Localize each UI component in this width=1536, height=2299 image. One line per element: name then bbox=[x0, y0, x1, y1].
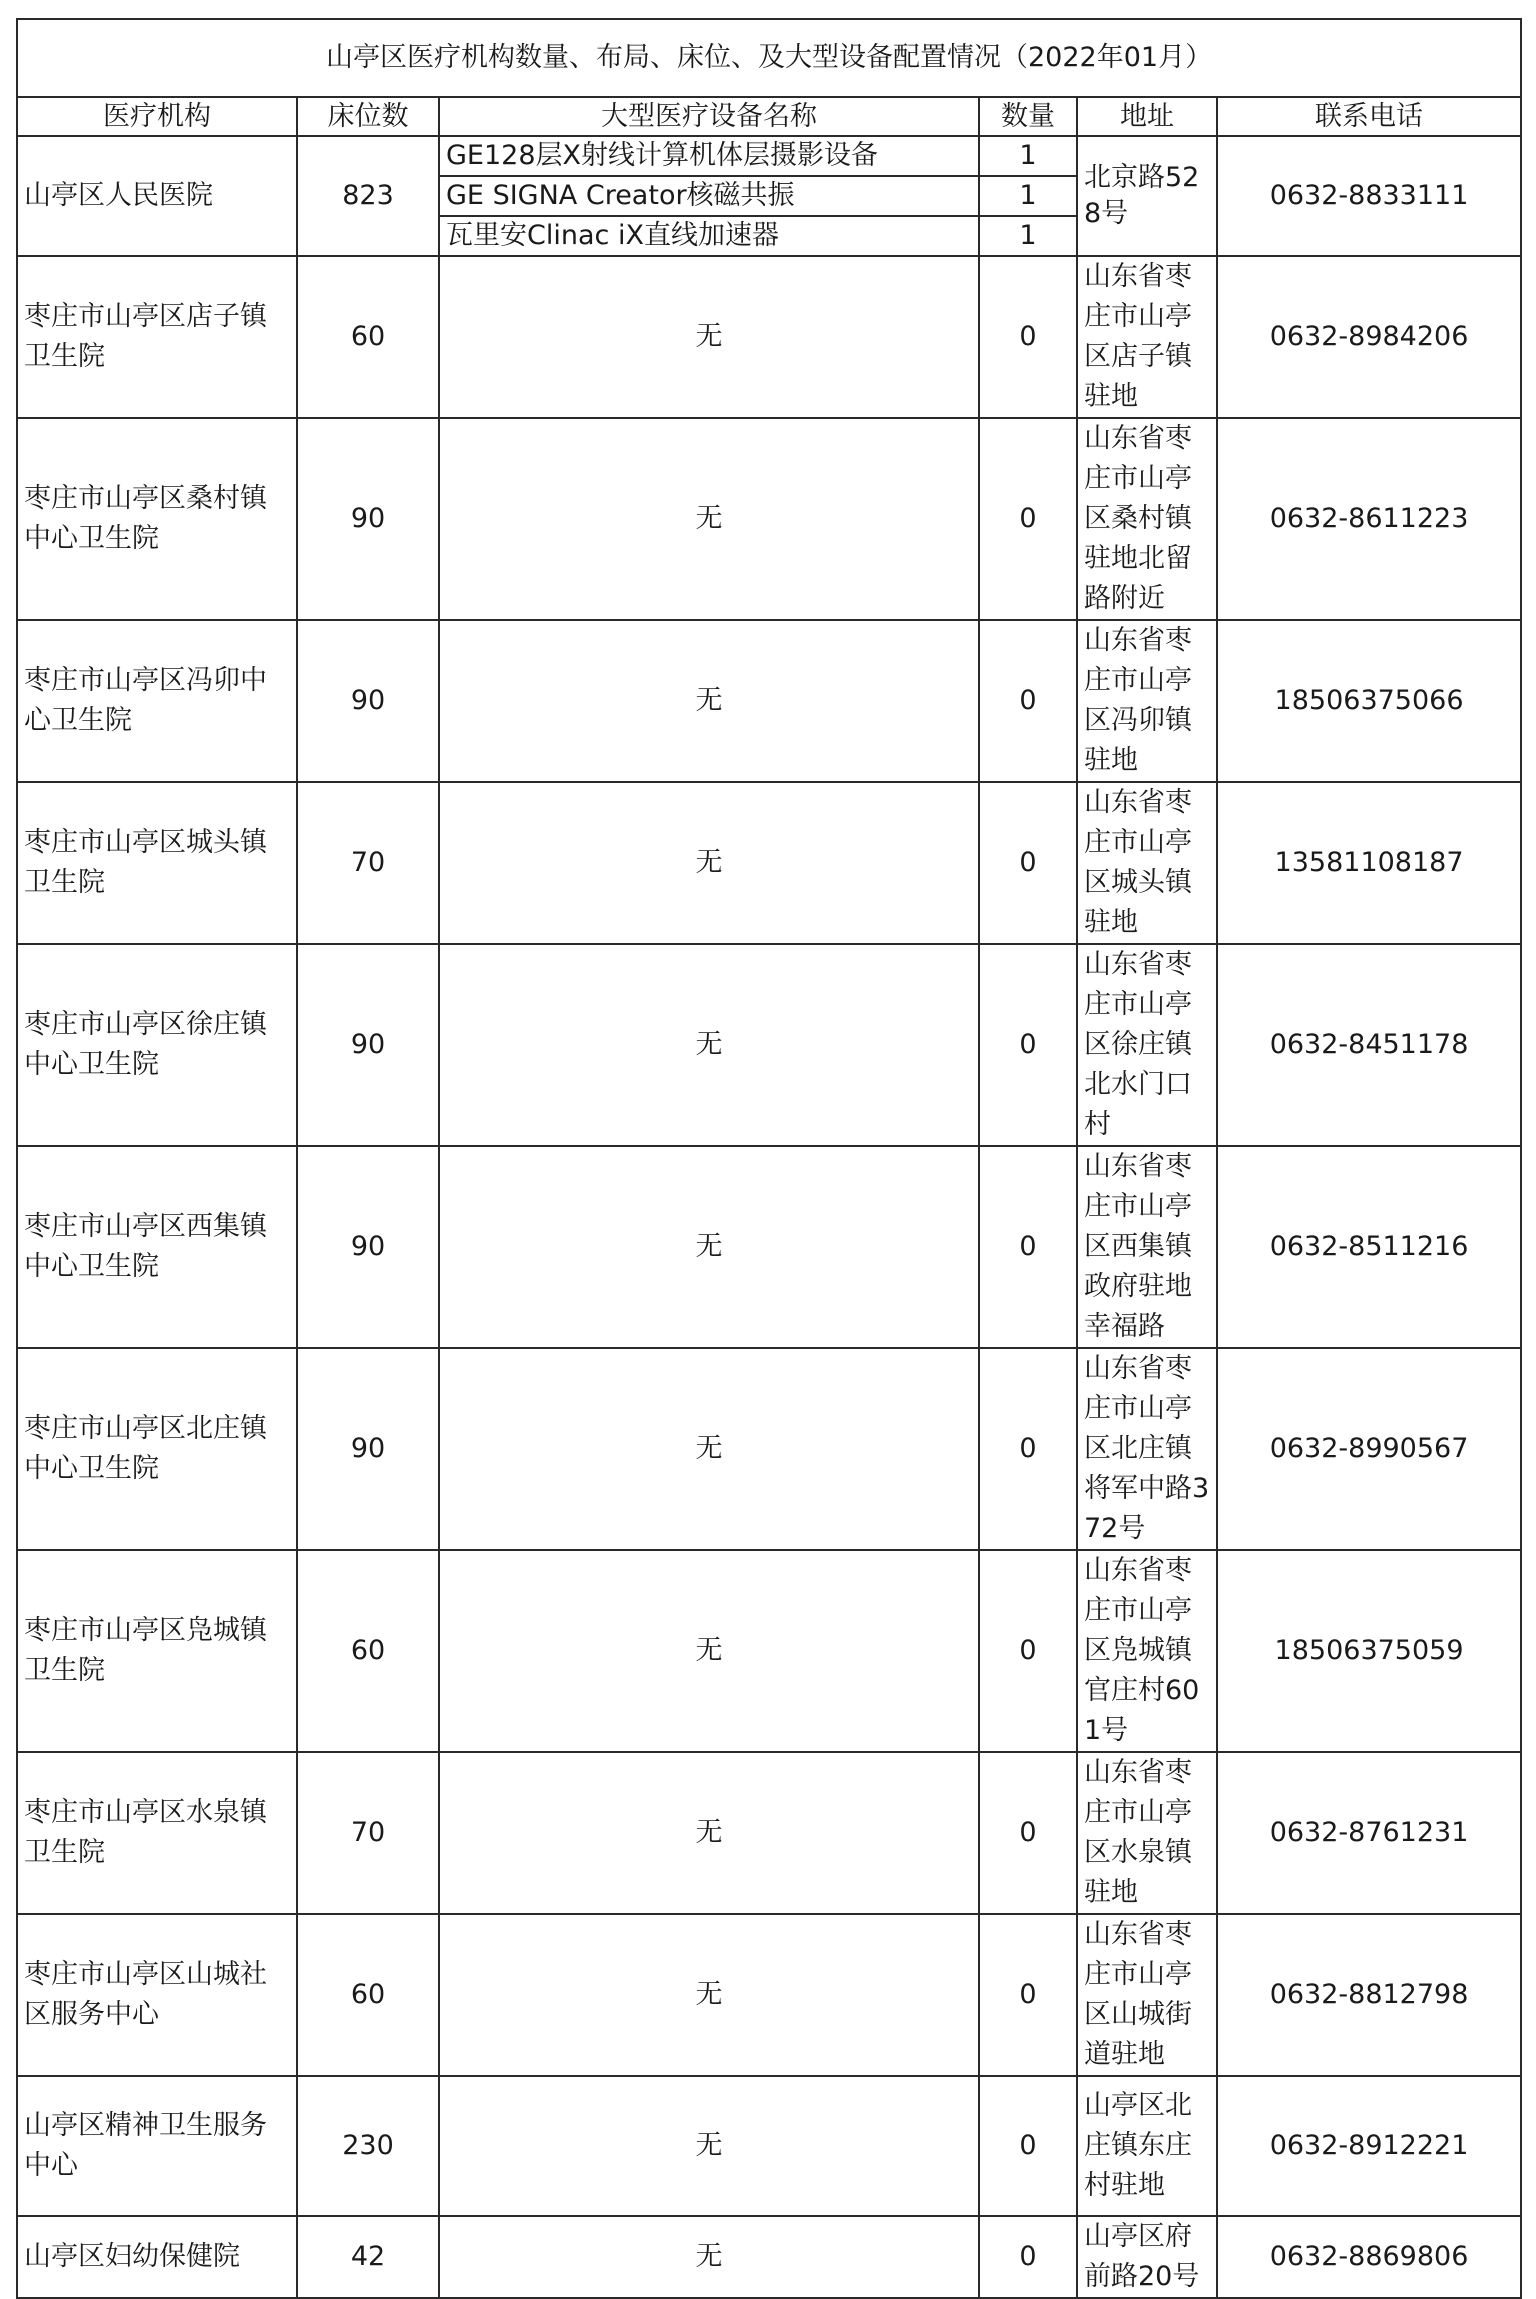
phone-number: 0632-8984206 bbox=[1217, 256, 1521, 418]
address: 山东省枣庄市山亭区冯卯镇驻地 bbox=[1077, 620, 1217, 782]
equipment-quantity: 0 bbox=[979, 620, 1077, 782]
phone-number: 0632-8990567 bbox=[1217, 1348, 1521, 1550]
equipment-quantity: 0 bbox=[979, 1146, 1077, 1348]
equipment-name: 无 bbox=[439, 1550, 979, 1752]
institution-name: 枣庄市山亭区徐庄镇中心卫生院 bbox=[17, 944, 297, 1146]
equipment-name: 瓦里安Clinac iX直线加速器 bbox=[439, 216, 979, 256]
address: 山东省枣庄市山亭区桑村镇驻地北留路附近 bbox=[1077, 418, 1217, 620]
equipment-name: GE128层X射线计算机体层摄影设备 bbox=[439, 136, 979, 176]
institution-name: 枣庄市山亭区北庄镇中心卫生院 bbox=[17, 1348, 297, 1550]
equipment-quantity: 0 bbox=[979, 1914, 1077, 2076]
table-row bbox=[17, 418, 1521, 620]
institution-name: 山亭区精神卫生服务中心 bbox=[17, 2076, 297, 2216]
equipment-quantity: 0 bbox=[979, 1348, 1077, 1550]
institution-name: 枣庄市山亭区店子镇卫生院 bbox=[17, 256, 297, 418]
phone-number: 0632-8833111 bbox=[1217, 136, 1521, 256]
phone-number: 0632-8869806 bbox=[1217, 2216, 1521, 2298]
address: 山东省枣庄市山亭区山城街道驻地 bbox=[1077, 1914, 1217, 2076]
bed-count: 230 bbox=[297, 2076, 439, 2216]
equipment-name: 无 bbox=[439, 944, 979, 1146]
equipment-name: 无 bbox=[439, 256, 979, 418]
address: 山东省枣庄市山亭区凫城镇官庄村601号 bbox=[1077, 1550, 1217, 1752]
bed-count: 70 bbox=[297, 782, 439, 944]
header-quantity: 数量 bbox=[979, 97, 1077, 136]
bed-count: 823 bbox=[297, 136, 439, 256]
table-row bbox=[17, 1550, 1521, 1752]
phone-number: 0632-8451178 bbox=[1217, 944, 1521, 1146]
header-row bbox=[17, 97, 1521, 136]
header-address: 地址 bbox=[1077, 97, 1217, 136]
institution-name: 枣庄市山亭区山城社区服务中心 bbox=[17, 1914, 297, 2076]
institution-name: 枣庄市山亭区凫城镇卫生院 bbox=[17, 1550, 297, 1752]
bed-count: 90 bbox=[297, 1146, 439, 1348]
address: 山东省枣庄市山亭区西集镇政府驻地幸福路 bbox=[1077, 1146, 1217, 1348]
address: 山东省枣庄市山亭区徐庄镇北水门口村 bbox=[1077, 944, 1217, 1146]
address: 北京路528号 bbox=[1077, 136, 1217, 256]
equipment-quantity: 1 bbox=[979, 176, 1077, 216]
bed-count: 60 bbox=[297, 256, 439, 418]
address: 山东省枣庄市山亭区北庄镇将军中路372号 bbox=[1077, 1348, 1217, 1550]
equipment-quantity: 1 bbox=[979, 136, 1077, 176]
table-row bbox=[17, 620, 1521, 782]
table-row bbox=[17, 136, 1521, 176]
institution-name: 枣庄市山亭区桑村镇中心卫生院 bbox=[17, 418, 297, 620]
institution-name: 山亭区妇幼保健院 bbox=[17, 2216, 297, 2298]
table-row bbox=[17, 1914, 1521, 2076]
equipment-name: 无 bbox=[439, 1752, 979, 1914]
phone-number: 13581108187 bbox=[1217, 782, 1521, 944]
header-beds: 床位数 bbox=[297, 97, 439, 136]
phone-number: 0632-8611223 bbox=[1217, 418, 1521, 620]
institution-name: 枣庄市山亭区冯卯中心卫生院 bbox=[17, 620, 297, 782]
equipment-name: 无 bbox=[439, 418, 979, 620]
equipment-quantity: 0 bbox=[979, 2216, 1077, 2298]
bed-count: 90 bbox=[297, 620, 439, 782]
institution-name: 枣庄市山亭区水泉镇卫生院 bbox=[17, 1752, 297, 1914]
phone-number: 18506375059 bbox=[1217, 1550, 1521, 1752]
equipment-name: 无 bbox=[439, 2076, 979, 2216]
table-row bbox=[17, 2216, 1521, 2298]
header-institution: 医疗机构 bbox=[17, 97, 297, 136]
equipment-name: 无 bbox=[439, 1348, 979, 1550]
equipment-quantity: 0 bbox=[979, 1550, 1077, 1752]
equipment-quantity: 0 bbox=[979, 2076, 1077, 2216]
equipment-name: 无 bbox=[439, 620, 979, 782]
header-phone: 联系电话 bbox=[1217, 97, 1521, 136]
institution-name: 山亭区人民医院 bbox=[17, 136, 297, 256]
bed-count: 42 bbox=[297, 2216, 439, 2298]
institution-name: 枣庄市山亭区城头镇卫生院 bbox=[17, 782, 297, 944]
bed-count: 90 bbox=[297, 418, 439, 620]
equipment-quantity: 0 bbox=[979, 944, 1077, 1146]
medical-institutions-table bbox=[16, 18, 1522, 2299]
table-row bbox=[17, 1146, 1521, 1348]
address: 山东省枣庄市山亭区店子镇驻地 bbox=[1077, 256, 1217, 418]
phone-number: 0632-8761231 bbox=[1217, 1752, 1521, 1914]
bed-count: 60 bbox=[297, 1914, 439, 2076]
header-equipment: 大型医疗设备名称 bbox=[439, 97, 979, 136]
bed-count: 60 bbox=[297, 1550, 439, 1752]
table-row bbox=[17, 2076, 1521, 2216]
equipment-name: 无 bbox=[439, 1914, 979, 2076]
table-row bbox=[17, 944, 1521, 1146]
address: 山亭区府前路20号 bbox=[1077, 2216, 1217, 2298]
phone-number: 0632-8912221 bbox=[1217, 2076, 1521, 2216]
equipment-name: 无 bbox=[439, 1146, 979, 1348]
phone-number: 0632-8812798 bbox=[1217, 1914, 1521, 2076]
phone-number: 0632-8511216 bbox=[1217, 1146, 1521, 1348]
equipment-name: GE SIGNA Creator核磁共振 bbox=[439, 176, 979, 216]
address: 山东省枣庄市山亭区城头镇驻地 bbox=[1077, 782, 1217, 944]
bed-count: 90 bbox=[297, 1348, 439, 1550]
phone-number: 18506375066 bbox=[1217, 620, 1521, 782]
equipment-quantity: 1 bbox=[979, 216, 1077, 256]
table-row bbox=[17, 782, 1521, 944]
equipment-name: 无 bbox=[439, 782, 979, 944]
equipment-quantity: 0 bbox=[979, 418, 1077, 620]
bed-count: 90 bbox=[297, 944, 439, 1146]
equipment-quantity: 0 bbox=[979, 782, 1077, 944]
equipment-quantity: 0 bbox=[979, 1752, 1077, 1914]
bed-count: 70 bbox=[297, 1752, 439, 1914]
table-row bbox=[17, 1348, 1521, 1550]
table-title: 山亭区医疗机构数量、布局、床位、及大型设备配置情况（2022年01月） bbox=[17, 19, 1521, 97]
equipment-name: 无 bbox=[439, 2216, 979, 2298]
equipment-quantity: 0 bbox=[979, 256, 1077, 418]
institution-name: 枣庄市山亭区西集镇中心卫生院 bbox=[17, 1146, 297, 1348]
table-row bbox=[17, 256, 1521, 418]
address: 山亭区北庄镇东庄村驻地 bbox=[1077, 2076, 1217, 2216]
table-row bbox=[17, 1752, 1521, 1914]
address: 山东省枣庄市山亭区水泉镇驻地 bbox=[1077, 1752, 1217, 1914]
